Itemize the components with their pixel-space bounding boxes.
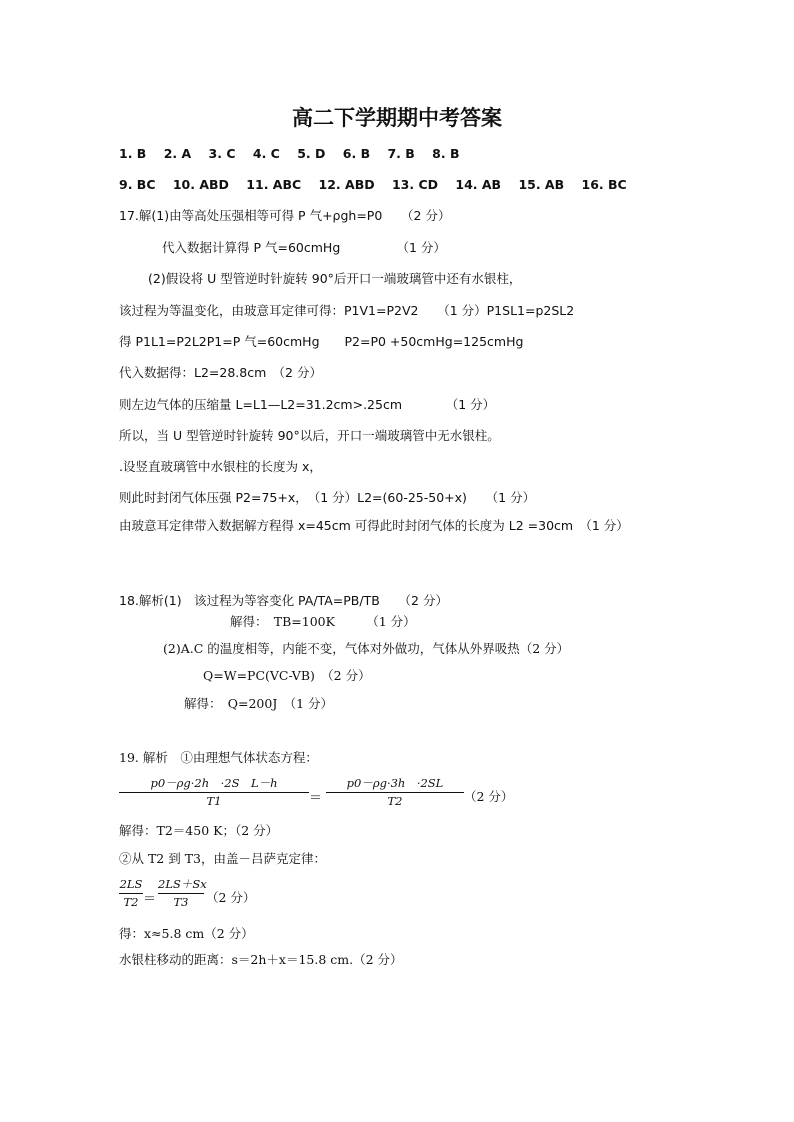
answer-item: 8. B <box>432 146 460 161</box>
q17-line: 代入数据得：L2=28.8cm （2 分） <box>119 365 322 380</box>
q17-line: 所以，当 U 型管逆时针旋转 90°以后，开口一端玻璃管中无水银柱。 <box>119 428 500 443</box>
q17-line: 代入数据计算得 P 气=60cmHg （1 分） <box>162 240 446 255</box>
fraction-numerator: p0－ρg·3h ·2SL <box>346 776 444 790</box>
fraction-bar <box>119 792 309 793</box>
q18-line: (2)A.C 的温度相等，内能不变，气体对外做功，气体从外界吸热（2 分） <box>163 641 570 656</box>
page-title: 高二下学期期中考答案 <box>292 106 502 130</box>
fraction-bar <box>158 893 204 894</box>
fraction-numerator: 2LS <box>119 877 143 891</box>
q17-line: 则此时封闭气体压强 P2=75+x， （1 分）L2=(60-25-50+x) （1 分） <box>119 490 536 505</box>
q18-line: 解得： Q=200J （1 分） <box>184 696 334 711</box>
answer-item: 14. AB <box>455 177 502 192</box>
answer-item: 1. B <box>119 146 147 161</box>
fraction-denominator: T1 <box>206 794 222 808</box>
score-mark: （2 分） <box>206 890 256 905</box>
q18-line: Q=W=PC(VC-VB) （2 分） <box>203 668 371 683</box>
fraction-bar <box>119 893 143 894</box>
q18-line: 18.解析(1) 该过程为等容变化 PA/TA=PB/TB （2 分） <box>119 593 448 608</box>
q17-line: 17.解(1)由等高处压强相等可得 P 气+ρgh=P0 （2 分） <box>119 208 451 223</box>
q17-line: 得 P1L1=P2L2P1=P 气=60cmHg P2=P0 +50cmHg=125cmHg <box>119 334 524 349</box>
answer-item: 4. C <box>252 146 280 161</box>
answer-item: 7. B <box>387 146 415 161</box>
equals-sign: ＝ <box>309 791 323 806</box>
q17-line: 该过程为等温变化，由玻意耳定律可得：P1V1=P2V2 （1 分）P1SL1=p2SL2 <box>119 303 575 318</box>
answer-item: 3. C <box>208 146 236 161</box>
fraction-bar <box>326 792 464 793</box>
fraction-denominator: T2 <box>123 895 139 909</box>
answer-item: 5. D <box>297 146 326 161</box>
q19-line: ②从 T2 到 T3，由盖－吕萨克定律： <box>119 851 327 866</box>
q18-line: 解得： TB=100K （1 分） <box>230 614 416 629</box>
answer-item: 11. ABC <box>246 177 302 192</box>
fraction-denominator: T2 <box>387 794 403 808</box>
q19-line: 水银柱移动的距离：s＝2h＋x＝15.8 cm.（2 分） <box>119 952 403 967</box>
equation-2-left-fraction <box>119 877 143 909</box>
answer-row-1 <box>119 146 472 162</box>
fraction-numerator: p0－ρg·2h ·2S L－h <box>150 776 278 790</box>
equation-1-left-fraction <box>119 776 309 808</box>
answer-item: 13. CD <box>391 177 439 192</box>
q19-line: 19. 解析 ①由理想气体状态方程： <box>119 750 318 765</box>
equation-1-right-fraction <box>326 776 464 808</box>
answer-item: 9. BC <box>119 177 156 192</box>
q17-line: 由玻意耳定律带入数据解方程得 x=45cm 可得此时封闭气体的长度为 L2 =30cm （1 分） <box>119 518 629 533</box>
equals-sign: ＝ <box>143 892 157 907</box>
q17-line: (2)假设将 U 型管逆时针旋转 90°后开口一端玻璃管中还有水银柱， <box>148 271 522 286</box>
answer-item: 16. BC <box>581 177 627 192</box>
fraction-numerator: 2LS＋Sx <box>158 877 207 891</box>
q17-line: .设竖直玻璃管中水银柱的长度为 x， <box>119 459 322 474</box>
equation-2-right-fraction <box>158 877 207 909</box>
fraction-denominator: T3 <box>173 895 189 909</box>
answer-item: 6. B <box>342 146 371 161</box>
answer-item: 15. AB <box>518 177 565 192</box>
q17-line: 则左边气体的压缩量 L=L1—L2=31.2cm>.25cm （1 分） <box>119 397 496 412</box>
answer-item: 10. ABD <box>172 177 229 192</box>
q19-line: 得：x≈5.8 cm（2 分） <box>119 926 254 941</box>
score-mark: （2 分） <box>464 789 514 804</box>
answer-item: 2. A <box>163 146 192 161</box>
answer-item: 12. ABD <box>318 177 375 192</box>
answer-row-2 <box>119 177 640 193</box>
q19-line: 解得：T2＝450 K；（2 分） <box>119 823 279 838</box>
